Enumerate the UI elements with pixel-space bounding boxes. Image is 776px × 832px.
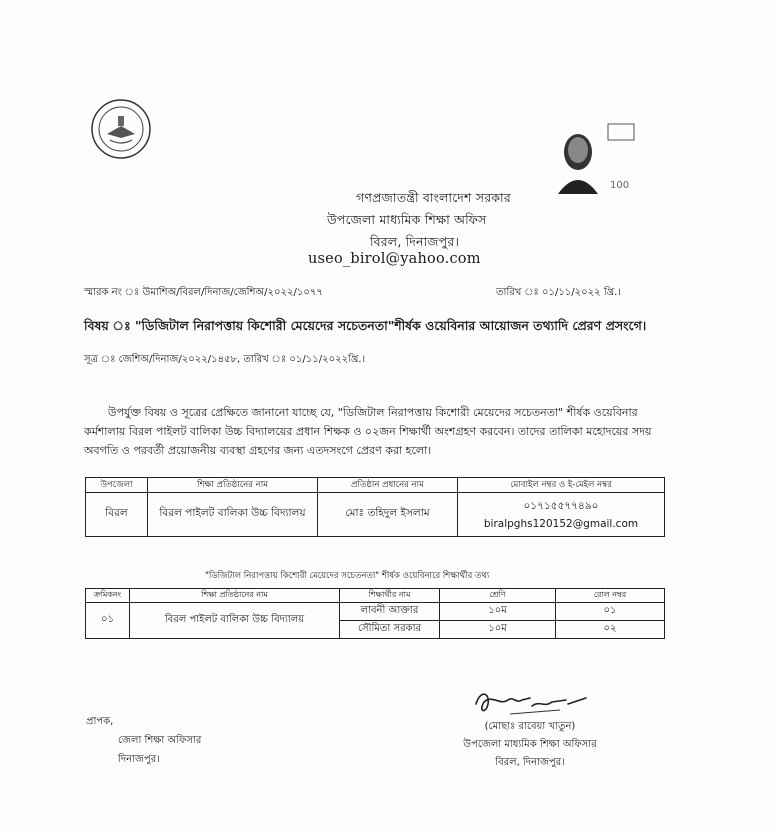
- subject-line: [84, 318, 724, 338]
- col-upazila: উপজেলা: [86, 478, 148, 493]
- handwritten-signature: [470, 686, 590, 722]
- cell-student-name: সৌমিতা সরকার: [340, 621, 440, 639]
- table-row: [86, 493, 665, 537]
- col-roll: রোল নম্বর: [556, 589, 665, 603]
- header-email: useo_birol@yahoo.com: [308, 251, 481, 267]
- education-office-logo-icon: [90, 98, 152, 160]
- col-serial: ক্রমিকনং: [86, 589, 130, 603]
- col-head: প্রতিষ্ঠান প্রধানের নাম: [318, 478, 458, 493]
- col-contact: মোবাইল নম্বর ও ই-মেইল নম্বর: [458, 478, 665, 493]
- cell-mobile: ০১৭১৫৫৭৭৪৯০: [523, 499, 599, 512]
- table-header-row: [86, 478, 665, 493]
- memo-date: তারিখ ঃ ০১/১১/২০২২ খ্রি.।: [496, 287, 621, 298]
- header-address: বিরল, দিনাজপুর।: [370, 234, 460, 249]
- subject-text: "ডিজিটাল নিরাপত্তায় কিশোরী মেয়েদের সচেতনতা"শীর্ষক ওয়েবিনার আয়োজন তথ্যাদি প্রেরণ প্রসংগে।: [134, 318, 647, 333]
- table-header-row: [86, 589, 665, 603]
- recipient-block: [86, 712, 201, 769]
- col-institution: শিক্ষা প্রতিষ্ঠানের নাম: [148, 478, 318, 493]
- cell-serial: ০১: [86, 603, 130, 639]
- mujib-centenary-logo-icon: [548, 122, 638, 194]
- body-paragraph: [84, 403, 664, 460]
- cell-class: ১০ম: [440, 603, 556, 621]
- header-office: উপজেলা মাধ্যমিক শিক্ষা অফিস: [327, 212, 487, 227]
- cell-institution: বিরল পাইলট বালিকা উচ্চ বিদ্যালয়: [130, 603, 340, 639]
- signatory-place: বিরল, দিনাজপুর।: [495, 757, 565, 768]
- student-table-caption: "ডিজিটাল নিরাপত্তায় কিশোরী মেয়েদের সচেতনতা" শীর্ষক ওয়েবিনারে শিক্ষার্থীর তথ্য: [205, 571, 490, 581]
- reference-line: সূত্র ঃ জেশিঅ/দিনাজ/২০২২/১৪৫৮, তারিখ ঃ ০১/১১/২০২২খ্রি.।: [84, 354, 366, 365]
- recipient-place: দিনাজপুর।: [118, 754, 160, 765]
- recipient-title: জেলা শিক্ষা অফিসার: [118, 735, 202, 746]
- svg-text:100: 100: [610, 180, 630, 191]
- col-institution: শিক্ষা প্রতিষ্ঠানের নাম: [130, 589, 340, 603]
- col-class: শ্রেণি: [440, 589, 556, 603]
- institution-table: [85, 477, 665, 537]
- cell-class: ১০ম: [440, 621, 556, 639]
- cell-roll: ০১: [556, 603, 665, 621]
- header-government: গণপ্রজাতন্ত্রী বাংলাদেশ সরকার: [356, 190, 511, 205]
- signature-block: [430, 718, 630, 772]
- cell-contact: [458, 493, 665, 537]
- cell-institution: বিরল পাইলট বালিকা উচ্চ বিদ্যালয়: [148, 493, 318, 537]
- signatory-title: উপজেলা মাধ্যমিক শিক্ষা অফিসার: [463, 739, 597, 750]
- cell-student-name: লাবনী আক্তার: [340, 603, 440, 621]
- table-row: [86, 603, 665, 621]
- signatory-name: (মোছাঃ রাবেয়া খাতুন): [484, 721, 576, 732]
- cell-upazila: বিরল: [86, 493, 148, 537]
- cell-email: biralpghs120152@gmail.com: [483, 517, 639, 530]
- memo-number: স্মারক নং ঃ উমাশিঅ/বিরল/দিনাজ/জেশিঅ/২০২২/১০৭৭: [84, 287, 323, 298]
- col-student-name: শিক্ষার্থীর নাম: [340, 589, 440, 603]
- recipient-label: প্রাপক,: [86, 716, 114, 727]
- subject-label: বিষয় ঃ: [84, 318, 131, 333]
- body-text: উপর্যুক্ত বিষয় ও সূত্রের প্রেক্ষিতে জানানো যাচ্ছে যে, "ডিজিটাল নিরাপত্তায় কিশোরী মেয়েদের সচেতনতা" শীর্ষক ওয়েবিনার কর্মশালায় বিরল পাইলট বালিকা উচ্চ বিদ্যালয়ের প্রধান শিক্ষক ও ০২জন শিক্ষার্থী অংশগ্রহণ করবেন। তাদের তালিকা মহোদয়ের সদয় অবগতি ও পরবর্তী প্রয়োজনীয় ব্যবস্থা গ্রহণের জন্য এতদসংগে প্রেরণ করা হলো।: [84, 406, 652, 457]
- student-table: [85, 588, 665, 639]
- cell-head: মোঃ তহিদুল ইসলাম: [318, 493, 458, 537]
- cell-roll: ০২: [556, 621, 665, 639]
